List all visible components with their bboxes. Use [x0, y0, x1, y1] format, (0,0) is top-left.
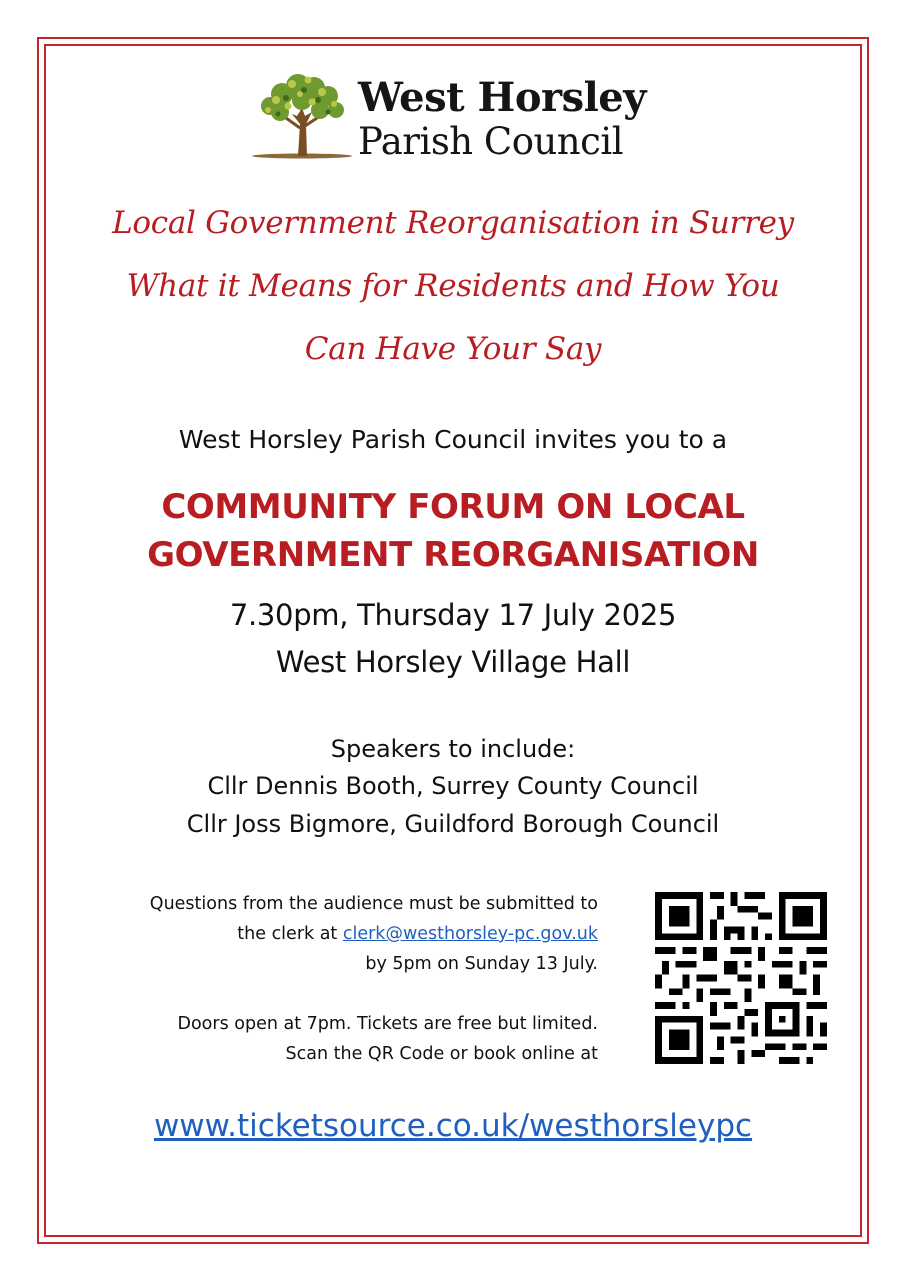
- council-subname: Parish Council: [358, 120, 624, 163]
- title-line-1: Local Government Reorganisation in Surrey: [112, 205, 794, 241]
- event-datetime: 7.30pm, Thursday 17 July 2025: [229, 598, 677, 632]
- title-line-3: Can Have Your Say: [304, 331, 602, 367]
- event-venue: West Horsley Village Hall: [275, 645, 631, 679]
- questions-line-3: by 5pm on Sunday 13 July.: [365, 954, 598, 974]
- clerk-email-link[interactable]: clerk@westhorsley-pc.gov.uk: [342, 924, 598, 944]
- questions-prefix: the clerk at: [237, 924, 343, 944]
- booking-url-link[interactable]: www.ticketsource.co.uk/westhorsleypc: [153, 1108, 753, 1144]
- questions-line-2: [237, 924, 598, 944]
- questions-line-1: Questions from the audience must be submitted to: [149, 894, 598, 914]
- qr-code-icon[interactable]: [655, 892, 827, 1064]
- speaker-item: Cllr Dennis Booth, Surrey County Council: [207, 772, 699, 800]
- title-line-2: What it Means for Residents and How You: [126, 268, 780, 304]
- invite-text: West Horsley Parish Council invites you to a: [178, 425, 728, 454]
- tickets-line-2: Scan the QR Code or book online at: [285, 1044, 598, 1064]
- forum-heading-line-2: GOVERNMENT REORGANISATION: [147, 535, 759, 575]
- oak-tree-icon: [250, 66, 354, 162]
- tickets-line-1: Doors open at 7pm. Tickets are free but limited.: [177, 1014, 598, 1034]
- speakers-heading: Speakers to include:: [330, 735, 576, 763]
- speaker-item: Cllr Joss Bigmore, Guildford Borough Council: [186, 810, 720, 838]
- council-name: West Horsley: [358, 74, 646, 121]
- forum-heading-line-1: COMMUNITY FORUM ON LOCAL: [161, 487, 745, 527]
- council-logo: [250, 66, 670, 166]
